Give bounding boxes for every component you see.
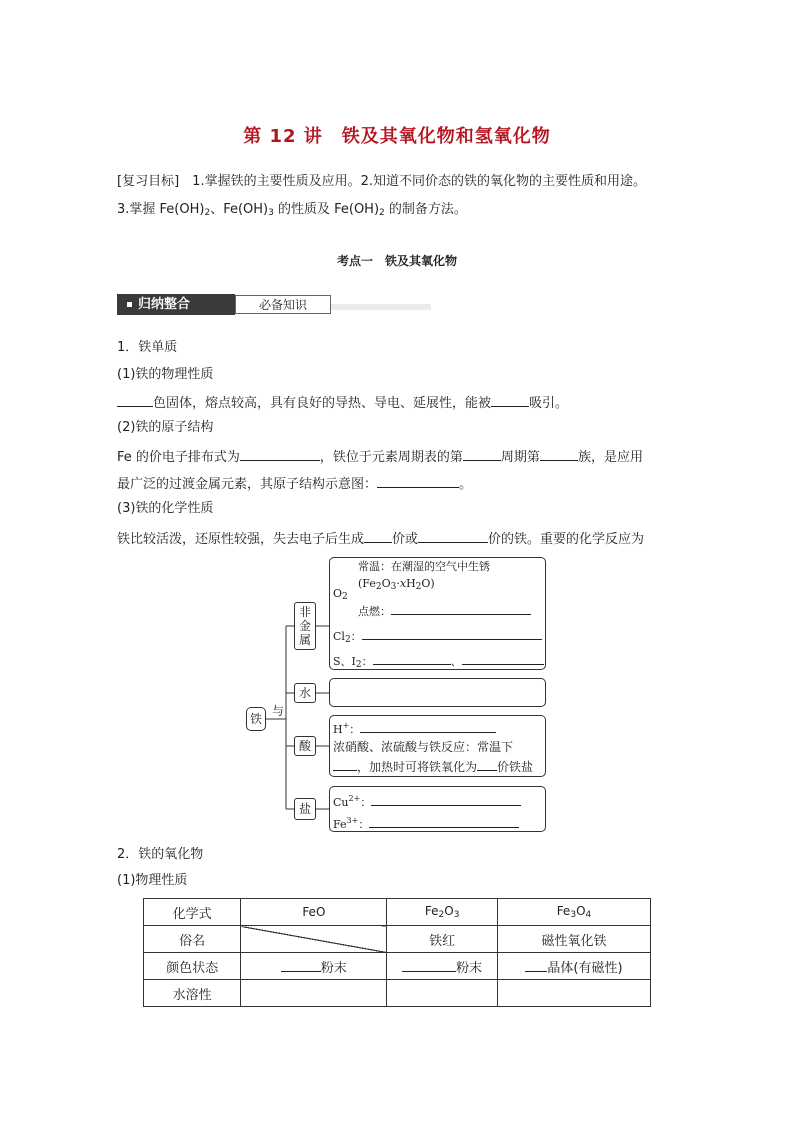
answer-blank[interactable] xyxy=(371,794,521,806)
table-cell: FeO xyxy=(241,899,387,926)
fe3-row: $Fe^{3+}$： xyxy=(333,814,519,832)
table-cell: 磁性氧化铁 xyxy=(497,926,650,953)
s-i2-row: S、$I_2$： 、 xyxy=(333,653,544,672)
answer-blank[interactable] xyxy=(360,721,496,733)
cu-row: $Cu^{2+}$： xyxy=(333,792,521,810)
answer-blank[interactable] xyxy=(462,653,544,665)
answer-blank[interactable] xyxy=(333,759,357,771)
part2-heading: 2．铁的氧化物 xyxy=(117,847,204,862)
table-cell[interactable] xyxy=(241,980,387,1007)
section-title: 考点一 铁及其氧化物 xyxy=(336,254,457,268)
chemical-heading: (3)铁的化学性质 xyxy=(117,501,214,516)
table-cell: $Fe_3O_4$ xyxy=(497,899,650,926)
answer-blank[interactable] xyxy=(369,816,519,828)
ignite-row: 点燃： xyxy=(358,603,531,619)
table-cell: $Fe_2O_3$ xyxy=(387,899,498,926)
answer-blank[interactable] xyxy=(402,957,456,972)
table-row xyxy=(144,980,651,1007)
o2-label: $O_2$ xyxy=(333,587,348,602)
room-temp-text: 常温：在潮湿的空气中生锈 xyxy=(358,560,490,573)
oxide-properties-table xyxy=(143,898,651,1007)
salt-label: 盐 xyxy=(294,798,316,820)
conc-acid-text: 浓硝酸、浓硫酸与铁反应：常温下 xyxy=(333,740,514,754)
table-cell[interactable] xyxy=(387,980,498,1007)
conc-acid-text-2: ，加热时可将铁氧化为 价铁盐 xyxy=(333,759,533,774)
physical-heading: (1)铁的物理性质 xyxy=(117,367,214,382)
nonmetal-label: 非 金 属 xyxy=(294,602,316,650)
table-cell[interactable] xyxy=(497,980,650,1007)
cl2-row: $Cl_2$： xyxy=(333,628,542,647)
answer-blank[interactable] xyxy=(525,957,547,972)
table-cell-diagonal xyxy=(241,926,387,953)
table-cell: 俗名 xyxy=(144,926,241,953)
with-label: 与 xyxy=(272,704,285,718)
rust-formula: $(Fe_2O_3\cdot xH_2O)$ xyxy=(358,577,435,592)
banner-sub: 必备知识 xyxy=(235,295,331,314)
h-plus-row: H+： xyxy=(333,719,496,737)
water-box[interactable] xyxy=(329,678,546,707)
answer-blank[interactable] xyxy=(362,628,542,640)
chemical-text: 铁比较活泼，还原性较强，失去电子后生成 价或 价的铁。重要的化学反应为 xyxy=(117,528,697,549)
iron-box: 铁 xyxy=(246,707,266,731)
table-cell: 晶体(有磁性) xyxy=(497,953,650,980)
banner-main: 归纳整合 xyxy=(117,294,235,315)
table-row xyxy=(144,953,651,980)
table-cell: 铁红 xyxy=(387,926,498,953)
water-label: 水 xyxy=(294,683,316,703)
table-row xyxy=(144,926,651,953)
table-cell: 化学式 xyxy=(144,899,241,926)
answer-blank[interactable] xyxy=(373,653,451,665)
table-cell: 颜色状态 xyxy=(144,953,241,980)
structure-heading: (2)铁的原子结构 xyxy=(117,420,214,435)
answer-blank[interactable] xyxy=(281,957,321,972)
part2-physical-heading: (1)物理性质 xyxy=(117,873,188,888)
table-cell: 粉末 xyxy=(241,953,387,980)
review-goals-line-2: 3.掌握 $Fe(OH)_2$、$Fe(OH)_3$ 的性质及 $Fe(OH)_2$ 的制备方法。 xyxy=(117,202,467,218)
physical-text: 色固体，熔点较高，具有良好的导热、导电、延展性，能被 吸引。 xyxy=(117,392,697,413)
structure-text-2: 最广泛的过渡金属元素，其原子结构示意图： 。 xyxy=(117,473,697,494)
part1-heading: 1．铁单质 xyxy=(117,340,178,355)
table-cell: 粉末 xyxy=(387,953,498,980)
answer-blank[interactable] xyxy=(477,759,497,771)
goals-tag: [复习目标] xyxy=(117,174,180,189)
acid-label: 酸 xyxy=(294,736,316,756)
page-title: 第 12 讲 铁及其氧化物和氢氧化物 xyxy=(243,126,551,147)
review-goals-line-1: [复习目标] 1.掌握铁的主要性质及应用。2.知道不同价态的铁的氧化物的主要性质和用途。 xyxy=(117,174,646,189)
answer-blank[interactable] xyxy=(391,603,531,615)
table-row xyxy=(144,899,651,926)
table-cell: 水溶性 xyxy=(144,980,241,1007)
structure-text: Fe 的价电子排布式为 ，铁位于元素周期表的第 周期第 族，是应用 xyxy=(117,446,697,467)
